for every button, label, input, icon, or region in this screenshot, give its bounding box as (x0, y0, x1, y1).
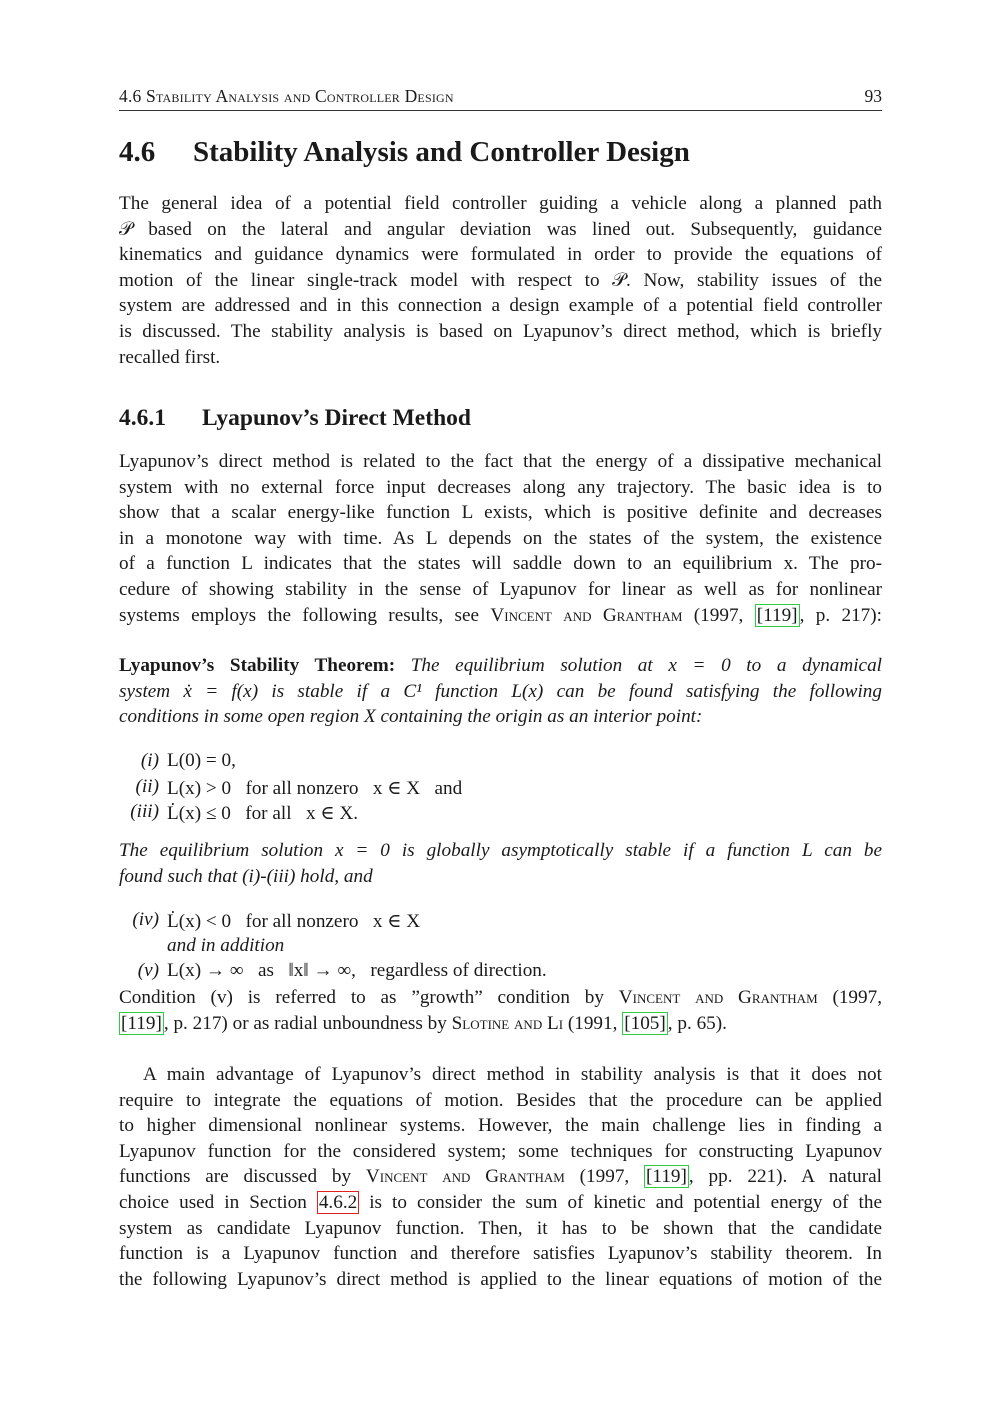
text-span: (1997, (817, 987, 882, 1008)
citation-link-119[interactable]: [119] (646, 1166, 687, 1188)
text-line: The general idea of a potential field controller guiding a vehicle along a planned path (119, 193, 882, 214)
author-name: Slotine and Li (451, 1012, 564, 1034)
global-stability-text (119, 838, 882, 889)
citation-link-105[interactable]: [105] (624, 1012, 666, 1034)
section-title: Stability Analysis and Controller Design (193, 136, 690, 168)
text-span: The equilibrium solution at x = 0 to a dynamical (410, 655, 882, 676)
text-line (119, 1011, 882, 1037)
text-line: motion of the linear single-track model with respect to 𝒫. Now, stability issues of the (119, 269, 882, 291)
text-line: recalled first. (119, 346, 221, 368)
subsection-title: Lyapunov’s Direct Method (202, 405, 471, 431)
theorem-block (119, 653, 882, 730)
section-number: 4.6 (119, 136, 156, 168)
advantage-paragraph (119, 1062, 882, 1292)
growth-condition-paragraph (119, 985, 882, 1036)
text-span: systems employs the following results, see (119, 604, 491, 626)
text-span: (1991, (563, 1012, 623, 1034)
text-span: Condition (v) is referred to as ”growth” condition by (119, 987, 619, 1008)
text-line (119, 985, 882, 1011)
text-span: (1997, (564, 1166, 645, 1188)
theorem-label: Lyapunov’s Stability Theorem: (119, 655, 396, 676)
text-line: system as candidate Lyapunov function. Then, it has to be shown that the candidate (119, 1217, 882, 1239)
text-line: function is a Lyapunov function and therefore satisfies Lyapunov’s stability theorem. In (119, 1243, 882, 1265)
text-line: require to integrate the equations of motion. Besides that the procedure can be applied (119, 1089, 882, 1111)
text-line: show that a scalar energy-like function L exists, which is positive definite and decreases (119, 502, 882, 524)
condition-expr: and in addition (167, 935, 285, 956)
text-line: conditions in some open region X containing the origin as an interior point: (119, 706, 703, 728)
text-line: system with no external force input decreases along any trajectory. The basic idea is to (119, 476, 882, 498)
text-line: found such that (i)-(iii) hold, and (119, 865, 373, 887)
text-line (119, 1164, 882, 1190)
condition-expr: L̇(x) ≤ 0 for all x ∈ X. (167, 803, 358, 824)
text-line: to higher dimensional nonlinear systems. However, the main challenge lies in finding a (119, 1115, 882, 1137)
text-span: functions are discussed by (119, 1166, 366, 1188)
condition-expr: L̇(x) < 0 for all nonzero x ∈ X (167, 911, 421, 932)
author-name: Vincent and Grantham (618, 987, 818, 1008)
condition-label: (i) (140, 750, 159, 771)
text-line: 𝒫 based on the lateral and angular deviation was lined out. Subsequently, guidance (119, 218, 882, 240)
text-line: is discussed. The stability analysis is based on Lyapunov’s direct method, which is briefly (119, 320, 882, 342)
running-header-title: 4.6 Stability Analysis and Controller Design (119, 86, 454, 106)
text-line: in a monotone way with time. As L depends on the states of the system, the existence (119, 527, 882, 549)
text-span: , p. 217): (799, 604, 882, 626)
text-span: , p. 217) or as radial unboundness by (163, 1012, 452, 1034)
condition-label: (ii) (135, 776, 159, 797)
text-line: Lyapunov’s direct method is related to the fact that the energy of a dissipative mechanical (119, 451, 882, 472)
condition-label: (v) (137, 960, 159, 981)
text-line: system are addressed and in this connection a design example of a potential field controller (119, 295, 882, 317)
text-span: choice used in Section (119, 1191, 317, 1213)
text-span: , pp. 221). A natural (688, 1166, 882, 1188)
subsection-number: 4.6.1 (119, 405, 166, 431)
citation-link-119[interactable]: [119] (121, 1012, 162, 1034)
condition-expr: L(0) = 0, (167, 750, 236, 771)
text-line: Lyapunov function for the considered system; some techniques for constructing Lyapunov (119, 1140, 882, 1162)
text-span: , p. 65). (667, 1012, 727, 1034)
text-line: cedure of showing stability in the sense of Lyapunov for linear as well as for nonlinear (119, 578, 882, 600)
text-line: the following Lyapunov’s direct method is applied to the linear equations of motion of the (119, 1268, 882, 1290)
condition-expr: L(x) > 0 for all nonzero x ∈ X and (167, 778, 463, 799)
text-line: A main advantage of Lyapunov’s direct method in stability analysis is that it does not (143, 1064, 882, 1085)
text-line: kinematics and guidance dynamics were formulated in order to provide the equations of (119, 244, 882, 266)
text-line (119, 653, 882, 679)
condition-expr: L(x) → ∞ as ‖x‖ → ∞, regardless of direction. (167, 960, 547, 981)
text-line: The equilibrium solution x = 0 is globally asymptotically stable if a function L can be (119, 840, 882, 861)
text-line: of a function L indicates that the states will saddle down to an equilibrium x. The pro- (119, 553, 882, 575)
author-name: Vincent and Grantham (365, 1166, 565, 1188)
section-link-4-6-2[interactable]: 4.6.2 (318, 1191, 358, 1213)
page-number: 93 (864, 86, 882, 106)
condition-label: (iv) (132, 909, 159, 930)
citation-link-119[interactable]: [119] (756, 604, 798, 626)
lyapunov-paragraph (119, 449, 882, 628)
text-span: is to consider the sum of kinetic and potential energy of the (359, 1191, 882, 1213)
running-header (119, 86, 882, 111)
author-name: Vincent and Grantham (490, 604, 683, 626)
condition-label: (iii) (130, 801, 159, 822)
section-heading (119, 136, 690, 169)
text-span: (1997, (682, 604, 755, 626)
text-line: system ẋ = f(x) is stable if a C¹ function L(x) can be found satisfying the following (119, 680, 882, 702)
intro-paragraph (119, 191, 882, 370)
text-line (119, 603, 882, 629)
text-line (119, 1190, 882, 1216)
subsection-heading (119, 405, 471, 432)
